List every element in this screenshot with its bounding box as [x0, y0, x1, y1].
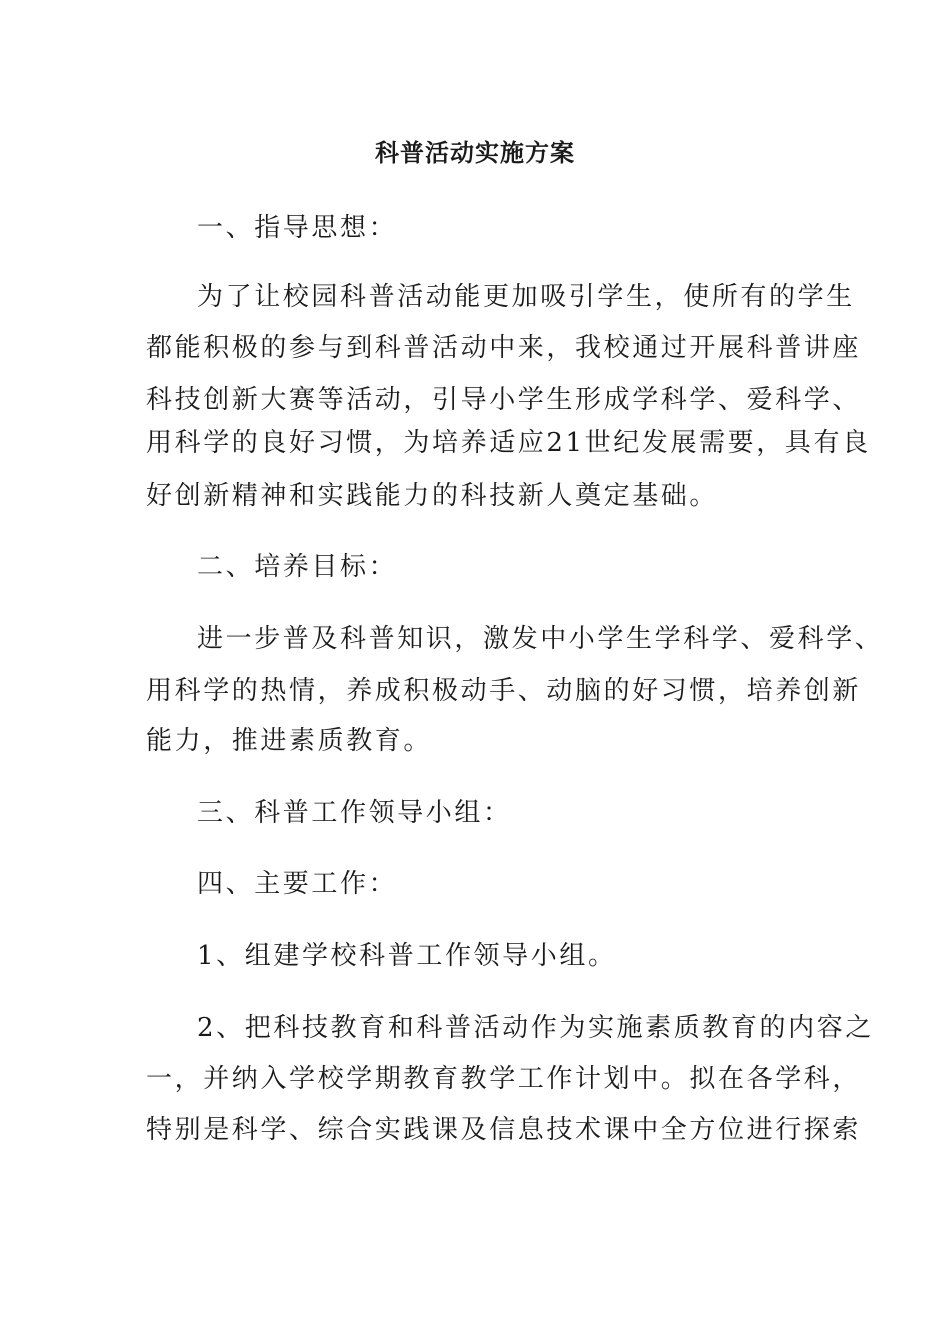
paragraph-line: 为了让校园科普活动能更加吸引学生，使所有的学生: [197, 282, 855, 312]
paragraph-line: 特别是科学、综合实践课及信息技术课中全方位进行探索: [146, 1115, 862, 1145]
list-item: 1、组建学校科普工作领导小组。: [197, 941, 617, 971]
heading-guiding-ideology: 一、指导思想：: [197, 213, 398, 243]
list-item: 2、把科技教育和科普活动作为实施素质教育的内容之: [197, 1013, 874, 1043]
paragraph-line: 好创新精神和实践能力的科技新人奠定基础。: [146, 481, 719, 511]
heading-training-goals: 二、培养目标：: [197, 552, 398, 582]
paragraph-line: 用科学的良好习惯，为培养适应21世纪发展需要，具有良: [146, 428, 871, 458]
paragraph-line: 用科学的热情，养成积极动手、动脑的好习惯，培养创新: [146, 676, 862, 706]
paragraph-line: 能力，推进素质教育。: [146, 726, 433, 756]
heading-main-work: 四、主要工作：: [197, 869, 398, 899]
paragraph-line: 科技创新大赛等活动，引导小学生形成学科学、爱科学、: [146, 385, 862, 415]
paragraph-line: 进一步普及科普知识，激发中小学生学科学、爱科学、: [197, 624, 884, 654]
paragraph-line: 都能积极的参与到科普活动中来，我校通过开展科普讲座: [146, 333, 862, 363]
heading-leadership-group: 三、科普工作领导小组：: [197, 798, 512, 828]
document-title: 科普活动实施方案: [375, 138, 575, 167]
paragraph-line: 一，并纳入学校学期教育教学工作计划中。拟在各学科，: [146, 1064, 862, 1094]
